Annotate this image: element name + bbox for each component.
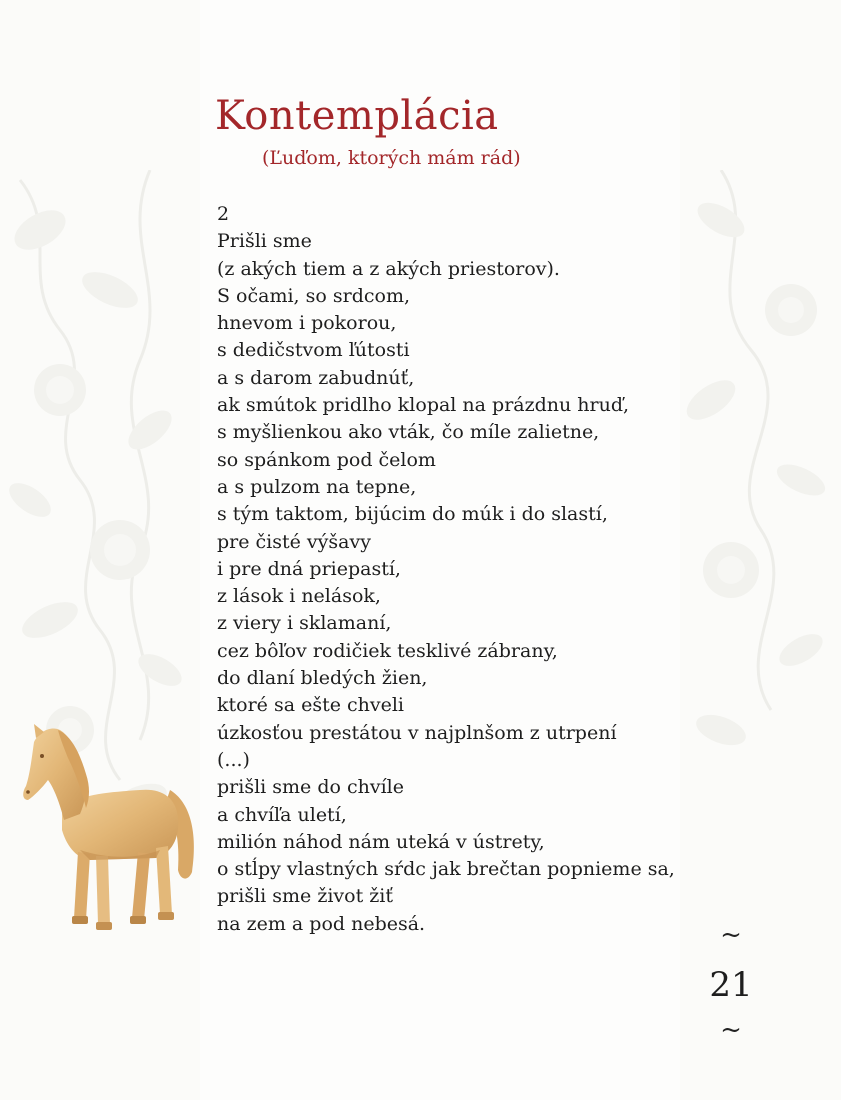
poem-title: Kontemplácia (215, 93, 499, 139)
poem-line: a s pulzom na tepne, (217, 475, 417, 498)
poem-line: o stĺpy vlastných sŕdc jak brečtan popnieme sa, (217, 858, 675, 881)
folio-ornament-top: ~ (720, 920, 742, 950)
poem-line: hnevom i pokorou, (217, 312, 397, 335)
poem-section-number: 2 (217, 203, 230, 225)
poem-line: na zem a pod nebesá. (217, 912, 426, 935)
poem-line: cez bôľov rodičiek tesklivé zábrany, (217, 639, 558, 662)
poem-line: a s darom zabudnúť, (217, 366, 415, 389)
page-folio (706, 920, 756, 1045)
poem-line: so spánkom pod čelom (217, 448, 436, 471)
poem-line: prišli sme do chvíle (217, 776, 404, 799)
poem-line: prišli sme život žiť (217, 885, 393, 908)
folio-ornament-bottom: ~ (720, 1015, 742, 1045)
floral-pattern-right (661, 170, 841, 870)
poem-line: z lások i nelások, (217, 585, 381, 608)
poem-body (217, 201, 675, 938)
poem-line: pre čisté výšavy (217, 530, 371, 553)
poem-dedication: (Ľuďom, ktorých mám rád) (262, 147, 521, 169)
poem-line: a chvíľa uletí, (217, 803, 347, 826)
poem-line: milión náhod nám uteká v ústrety, (217, 830, 545, 853)
poem-line: úzkosťou prestátou v najplnšom z utrpení (217, 721, 617, 744)
wooden-horse-icon (20, 722, 205, 947)
poem-line: z viery i sklamaní, (217, 612, 392, 635)
poem-line: ktoré sa ešte chveli (217, 694, 404, 717)
poem-line: s tým taktom, bijúcim do múk i do slastí, (217, 503, 608, 526)
poem-line: (z akých tiem a z akých priestorov). (217, 257, 560, 280)
poem-ellipsis: (...) (217, 748, 250, 771)
poem-line: Prišli sme (217, 230, 312, 253)
poem-line: S očami, so srdcom, (217, 284, 410, 307)
poem-line: i pre dná priepastí, (217, 557, 401, 580)
poem-line: do dlaní bledých žien, (217, 667, 428, 690)
poem-line: s myšlienkou ako vták, čo míle zalietne, (217, 421, 600, 444)
page-number: 21 (709, 965, 753, 1005)
poem-line: s dedičstvom ľútosti (217, 339, 410, 362)
poem-line: ak smútok pridlho klopal na prázdnu hruď, (217, 394, 630, 417)
